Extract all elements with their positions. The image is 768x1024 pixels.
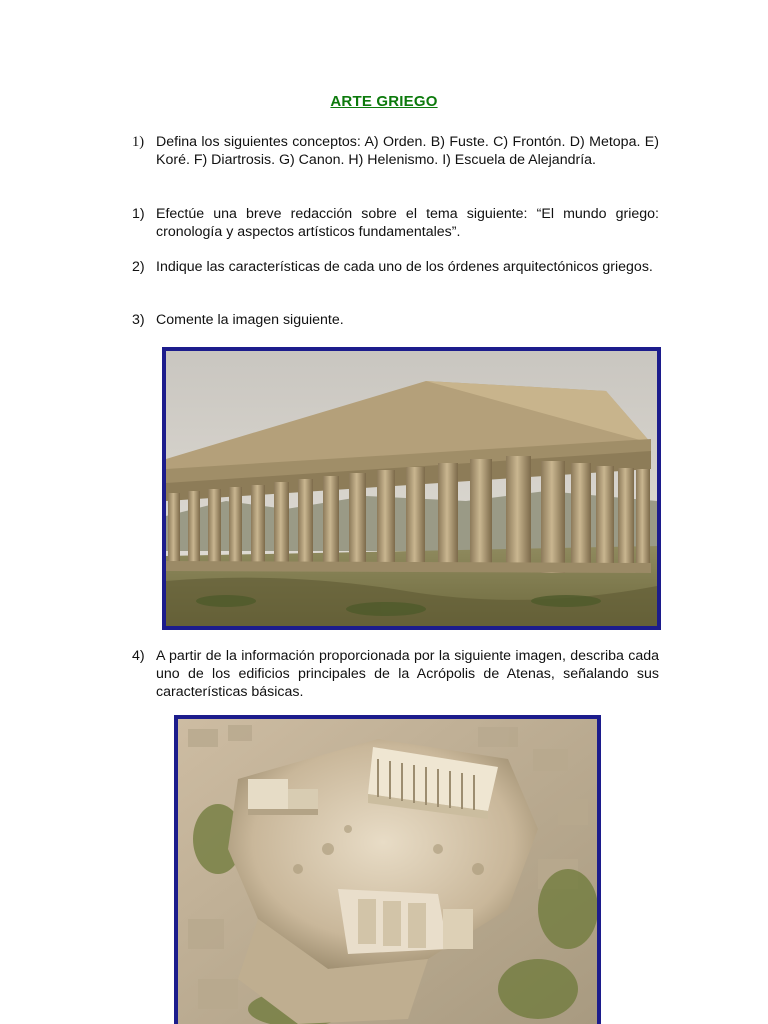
page-title: ARTE GRIEGO	[330, 93, 438, 110]
question-text: Indique las características de cada uno de los órdenes arquitectónicos griegos.	[156, 259, 653, 275]
question-4	[132, 647, 659, 701]
question-3	[132, 311, 659, 329]
question-number: 1)	[132, 206, 145, 222]
question-2	[132, 258, 659, 276]
question-number: 3)	[132, 312, 145, 328]
acropolis-image	[174, 715, 601, 1024]
question-text: Defina los siguientes conceptos: A) Orden. B) Fuste. C) Frontón. D) Metopa. E) Koré. F) Diartrosis. G) Canon. H) Helenismo. I) Escuela de Alejandría.	[156, 134, 659, 168]
question-1b	[132, 205, 659, 241]
question-text: Efectúe una breve redacción sobre el tema siguiente: “El mundo griego: cronología y aspectos artísticos fundamentales”.	[156, 206, 659, 240]
greek-temple-image	[162, 347, 661, 630]
question-1a	[132, 133, 659, 169]
question-number: 4)	[132, 648, 145, 664]
question-number: 2)	[132, 259, 145, 275]
question-text: A partir de la información proporcionada por la siguiente imagen, describa cada uno de los edificios principales de la Acrópolis de Atenas, señalando sus características básicas.	[156, 648, 659, 700]
question-number: 1)	[132, 134, 145, 150]
question-text: Comente la imagen siguiente.	[156, 312, 344, 328]
